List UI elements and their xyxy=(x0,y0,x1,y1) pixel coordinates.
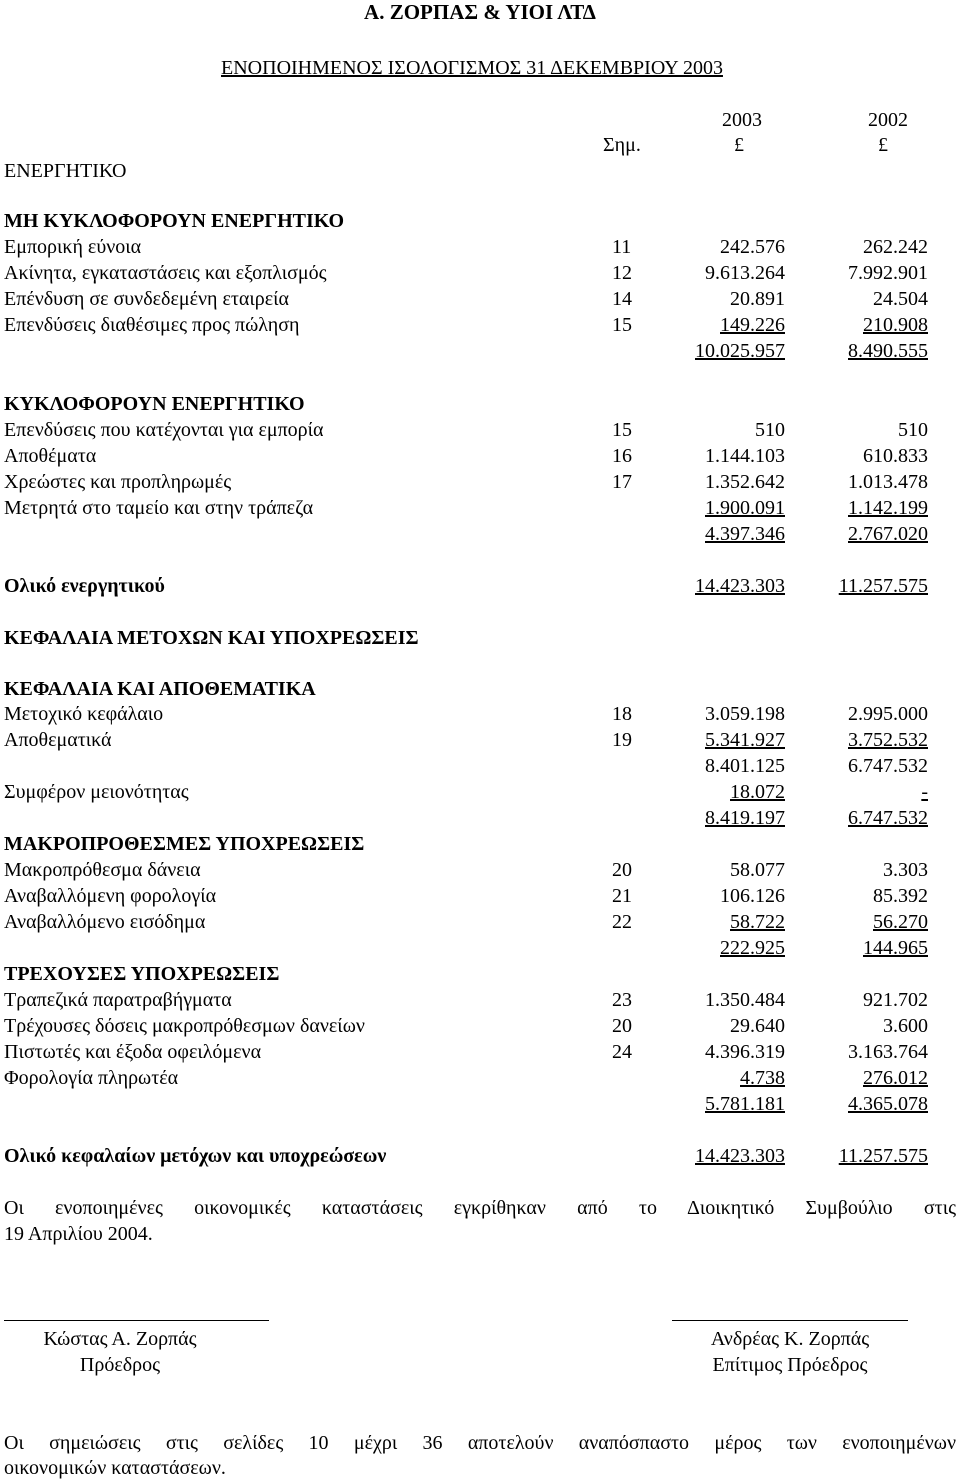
amount-2002: 11.257.575 xyxy=(838,1145,928,1167)
line-item-label: Εμπορική εύνοια xyxy=(4,236,142,258)
amount-2003: 4.396.319 xyxy=(705,1041,785,1063)
amount-2002: 85.392 xyxy=(873,885,928,907)
amount-2002: 210.908 xyxy=(863,314,928,336)
amount-2002: 24.504 xyxy=(873,288,928,310)
line-item-label: Αναβαλλόμενη φορολογία xyxy=(4,885,217,907)
note-reference: 15 xyxy=(612,419,632,441)
line-item-label: Ακίνητα, εγκαταστάσεις και εξοπλισμός xyxy=(4,262,327,284)
amount-2003: 4.397.346 xyxy=(705,523,785,545)
approval-statement: Οι ενοποιημένες οικονομικές καταστάσεις εγκρίθηκαν από το Διοικητικό Συμβούλιο στις xyxy=(4,1197,956,1219)
line-item-label: Επενδύσεις διαθέσιμες προς πώληση xyxy=(4,314,300,336)
line-item-label: Επενδύσεις που κατέχονται για εμπορία xyxy=(4,419,324,441)
section-title: ΜΑΚΡΟΠΡΟΘΕΣΜΕΣ ΥΠΟΧΡΕΩΣΕΙΣ xyxy=(4,833,365,855)
note-reference: 21 xyxy=(612,885,632,907)
amount-2002: 2.767.020 xyxy=(848,523,928,545)
column-header-2003: 2003 xyxy=(722,109,762,131)
line-item-label: Πιστωτές και έξοδα οφειλόμενα xyxy=(4,1041,262,1063)
amount-2002: 1.142.199 xyxy=(848,497,928,519)
amount-2003: 5.781.181 xyxy=(705,1093,785,1115)
note-reference: 12 xyxy=(612,262,632,284)
note-reference: 15 xyxy=(612,314,632,336)
amount-2003: 5.341.927 xyxy=(705,729,785,751)
line-item-label: Τρέχουσες δόσεις μακροπρόθεσμων δανείων xyxy=(4,1015,365,1037)
notes-column-header: Σημ. xyxy=(603,134,641,156)
note-reference: 16 xyxy=(612,445,632,467)
line-item-label: Συμφέρον μειονότητας xyxy=(4,781,189,803)
section-title: ΚΥΚΛΟΦΟΡΟΥΝ ΕΝΕΡΓΗΤΙΚΟ xyxy=(4,393,305,415)
note-reference: 14 xyxy=(612,288,632,310)
line-item-label: Μακροπρόθεσμα δάνεια xyxy=(4,859,201,881)
amount-2002: 3.303 xyxy=(883,859,928,881)
amount-2003: 222.925 xyxy=(720,937,785,959)
assets-header: ΕΝΕΡΓΗΤΙΚΟ xyxy=(4,160,127,182)
line-item-label: Μετοχικό κεφάλαιο xyxy=(4,703,164,725)
currency-symbol-2002: £ xyxy=(878,134,888,156)
amount-2002: 510 xyxy=(898,419,928,441)
signatory-role-1: Πρόεδρος xyxy=(79,1354,161,1376)
amount-2002: 8.490.555 xyxy=(848,340,928,362)
line-item-label: Τραπεζικά παρατραβήγματα xyxy=(4,989,232,1011)
amount-2003: 106.126 xyxy=(720,885,785,907)
section-title: ΜΗ ΚΥΚΛΟΦΟΡΟΥΝ ΕΝΕΡΓΗΤΙΚΟ xyxy=(4,210,344,232)
note-reference: 20 xyxy=(612,1015,632,1037)
note-reference: 24 xyxy=(612,1041,632,1063)
note-reference: 20 xyxy=(612,859,632,881)
amount-2003: 8.419.197 xyxy=(705,807,785,829)
amount-2003: 1.900.091 xyxy=(705,497,785,519)
amount-2003: 10.025.957 xyxy=(695,340,785,362)
note-reference: 18 xyxy=(612,703,632,725)
amount-2002: - xyxy=(921,781,928,803)
line-item-label: Φορολογία πληρωτέα xyxy=(4,1067,179,1089)
signature-line-chairman xyxy=(4,1320,269,1321)
amount-2003: 1.144.103 xyxy=(705,445,785,467)
line-item-label: Επένδυση σε συνδεδεμένη εταιρεία xyxy=(4,288,290,310)
amount-2003: 510 xyxy=(755,419,785,441)
amount-2002: 921.702 xyxy=(863,989,928,1011)
amount-2003: 58.077 xyxy=(730,859,785,881)
amount-2003: 149.226 xyxy=(720,314,785,336)
amount-2003: 29.640 xyxy=(730,1015,785,1037)
amount-2002: 3.600 xyxy=(883,1015,928,1037)
amount-2003: 9.613.264 xyxy=(705,262,785,284)
section-title: ΚΕΦΑΛΑΙΑ ΚΑΙ ΑΠΟΘΕΜΑΤΙΚΑ xyxy=(4,678,316,700)
currency-symbol-2003: £ xyxy=(734,134,744,156)
amount-2003: 1.350.484 xyxy=(705,989,785,1011)
amount-2003: 242.576 xyxy=(720,236,785,258)
note-reference: 23 xyxy=(612,989,632,1011)
line-item-label: Αναβαλλόμενο εισόδημα xyxy=(4,911,206,933)
column-header-2002: 2002 xyxy=(868,109,908,131)
amount-2003: 18.072 xyxy=(730,781,785,803)
amount-2002: 3.163.764 xyxy=(848,1041,928,1063)
line-item-label: Χρεώστες και προπληρωμές xyxy=(4,471,232,493)
amount-2002: 610.833 xyxy=(863,445,928,467)
company-name: Α. ΖΟΡΠΑΣ & ΥΙΟΙ ΛΤΔ xyxy=(364,0,596,24)
approval-date: 19 Απριλίου 2004. xyxy=(4,1223,153,1245)
line-item-label: Μετρητά στο ταμείο και στην τράπεζα xyxy=(4,497,314,519)
section-title: ΤΡΕΧΟΥΣΕΣ ΥΠΟΧΡΕΩΣΕΙΣ xyxy=(4,963,280,985)
amount-2002: 6.747.532 xyxy=(848,807,928,829)
amount-2002: 262.242 xyxy=(863,236,928,258)
amount-2003: 8.401.125 xyxy=(705,755,785,777)
note-reference: 22 xyxy=(612,911,632,933)
signatory-name-1: Κώστας Α. Ζορπάς xyxy=(43,1328,197,1350)
amount-2002: 56.270 xyxy=(873,911,928,933)
amount-2002: 6.747.532 xyxy=(848,755,928,777)
amount-2002: 3.752.532 xyxy=(848,729,928,751)
signature-line-honorary-chairman xyxy=(672,1320,908,1321)
amount-2002: 2.995.000 xyxy=(848,703,928,725)
amount-2003: 1.352.642 xyxy=(705,471,785,493)
amount-2003: 14.423.303 xyxy=(695,1145,785,1167)
line-item-label: Αποθέματα xyxy=(4,445,97,467)
amount-2002: 11.257.575 xyxy=(838,575,928,597)
signatory-name-2: Ανδρέας Κ. Ζορπάς xyxy=(710,1328,870,1350)
amount-2003: 3.059.198 xyxy=(705,703,785,725)
amount-2002: 144.965 xyxy=(863,937,928,959)
notes-statement-continued: οικονομικών καταστάσεων. xyxy=(4,1457,226,1479)
line-item-label: Ολικό ενεργητικού xyxy=(4,575,165,597)
amount-2003: 4.738 xyxy=(740,1067,785,1089)
note-reference: 11 xyxy=(612,236,632,258)
amount-2002: 7.992.901 xyxy=(848,262,928,284)
amount-2003: 20.891 xyxy=(730,288,785,310)
amount-2002: 276.012 xyxy=(863,1067,928,1089)
amount-2003: 14.423.303 xyxy=(695,575,785,597)
amount-2003: 58.722 xyxy=(730,911,785,933)
statement-title: ΕΝΟΠΟΙΗΜΕΝΟΣ ΙΣΟΛΟΓΙΣΜΟΣ 31 ΔΕΚΕΜΒΡΙΟΥ 2003 xyxy=(221,57,723,79)
note-reference: 17 xyxy=(612,471,632,493)
notes-statement: Οι σημειώσεις στις σελίδες 10 μέχρι 36 αποτελούν αναπόσπαστο μέρος των ενοποιημένων xyxy=(4,1432,956,1454)
amount-2002: 4.365.078 xyxy=(848,1093,928,1115)
note-reference: 19 xyxy=(612,729,632,751)
line-item-label: Αποθεματικά xyxy=(4,729,112,751)
signatory-role-2: Επίτιμος Πρόεδρος xyxy=(712,1354,868,1376)
section-title: ΚΕΦΑΛΑΙΑ ΜΕΤΟΧΩΝ ΚΑΙ ΥΠΟΧΡΕΩΣΕΙΣ xyxy=(4,627,419,649)
amount-2002: 1.013.478 xyxy=(848,471,928,493)
line-item-label: Ολικό κεφαλαίων μετόχων και υποχρεώσεων xyxy=(4,1145,387,1167)
